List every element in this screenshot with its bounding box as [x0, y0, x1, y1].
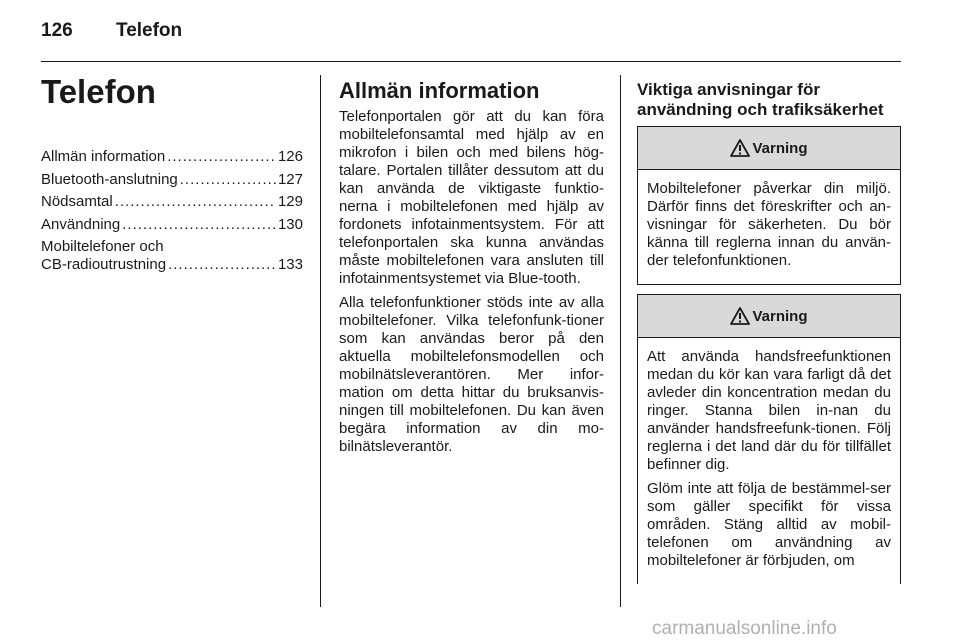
warning-text: Mobiltelefoner påverkar din miljö. Därför finns det föreskrifter och an-visningar för säkerheten. Du bör känna till reglerna innan du använ-der telefonfunktionen. [647, 180, 891, 269]
toc-entry-anvandning[interactable] [41, 216, 303, 239]
warning-triangle-icon [730, 139, 750, 157]
toc-label: Bluetooth-anslutning [41, 170, 178, 188]
chapter-title: Telefon [41, 73, 156, 110]
warning-label: Varning [752, 307, 808, 325]
warning-text: Att använda handsfreefunktionen medan du kör kan vara farligt då det avleder din koncentration medan du ringer. Stanna bilen in-nan du använder handsfreefunk-tionen. Följ reglerna i det land där du för tillfället befinner dig. [647, 348, 891, 473]
warning-header [638, 127, 900, 170]
section-title: Allmän information [339, 78, 540, 103]
warning-label: Varning [752, 139, 808, 157]
body-paragraph: Telefonportalen gör att du kan föra mobiltelefonsamtal med hjälp av en mikrofon i bilen och med bilens hög-talare. Portalen tillåter dessutom att du kan använda de viktigaste funktio-nerna i mobiltelefonen med hjälp av fordonets infotainmentsystem. För att telefonportalen ska kunna användas måste mobiltelefonen vara ansluten till infotainmentsystemet via Blue-tooth. [339, 108, 604, 287]
body-paragraph: Alla telefonfunktioner stöds inte av alla mobiltelefoner. Vilka telefonfunk-tioner som kan användas beror på den aktuella mobiltelefonsmodellen och mobilnätsleverantören. Mer infor-mation om detta hittar du bruksanvis-ningen till mobiltelefonen. Du kan även begära information av din mo-bilnätsleverantör. [339, 294, 604, 455]
toc-leader [122, 216, 276, 234]
page-number: 126 [41, 20, 73, 41]
toc-label: Användning [41, 215, 121, 233]
toc-label: Allmän information [41, 148, 166, 165]
warning-body [638, 170, 900, 284]
toc-entry-allman[interactable] [41, 148, 303, 171]
toc-leader [115, 193, 276, 211]
toc-page: 133 [277, 256, 303, 274]
warning-box [637, 126, 901, 285]
toc-page: 126 [277, 148, 303, 165]
warning-text: Glöm inte att följa de bestämmel-ser som gäller specifikt för vissa områden. Stäng alltid av mobil-telefonen om användning av mobiltelefoner är förbjuden, om [647, 480, 891, 569]
toc-line2 [41, 256, 303, 274]
watermark: carmanualsonline.info [652, 618, 837, 639]
toc-entry-bluetooth[interactable] [41, 171, 303, 194]
toc-leader [167, 148, 276, 166]
warning-triangle-icon [730, 307, 750, 325]
toc-page: 127 [277, 170, 303, 188]
safety-section [637, 80, 901, 593]
toc-leader [168, 256, 276, 274]
toc-column [41, 72, 303, 274]
toc-label: CB-radioutrustning [41, 256, 167, 274]
toc-label: Nödsamtal [41, 193, 113, 211]
toc-leader [180, 171, 276, 189]
column-divider [620, 75, 621, 607]
running-header: Telefon [116, 20, 183, 41]
toc-label-line1: Mobiltelefoner och [41, 238, 164, 256]
general-info-section [339, 78, 604, 462]
toc-entry-nodsamtal[interactable] [41, 193, 303, 216]
toc-page: 129 [277, 193, 303, 211]
warning-header [638, 295, 900, 338]
toc-page: 130 [277, 215, 303, 233]
header-rule [41, 61, 901, 62]
warning-box [637, 294, 901, 584]
toc-entry-mobiltelefoner[interactable] [41, 238, 303, 274]
column-divider [320, 75, 321, 607]
section-title: Viktiga anvisningar för användning och trafiksäkerhet [637, 80, 884, 119]
warning-body [638, 338, 900, 584]
